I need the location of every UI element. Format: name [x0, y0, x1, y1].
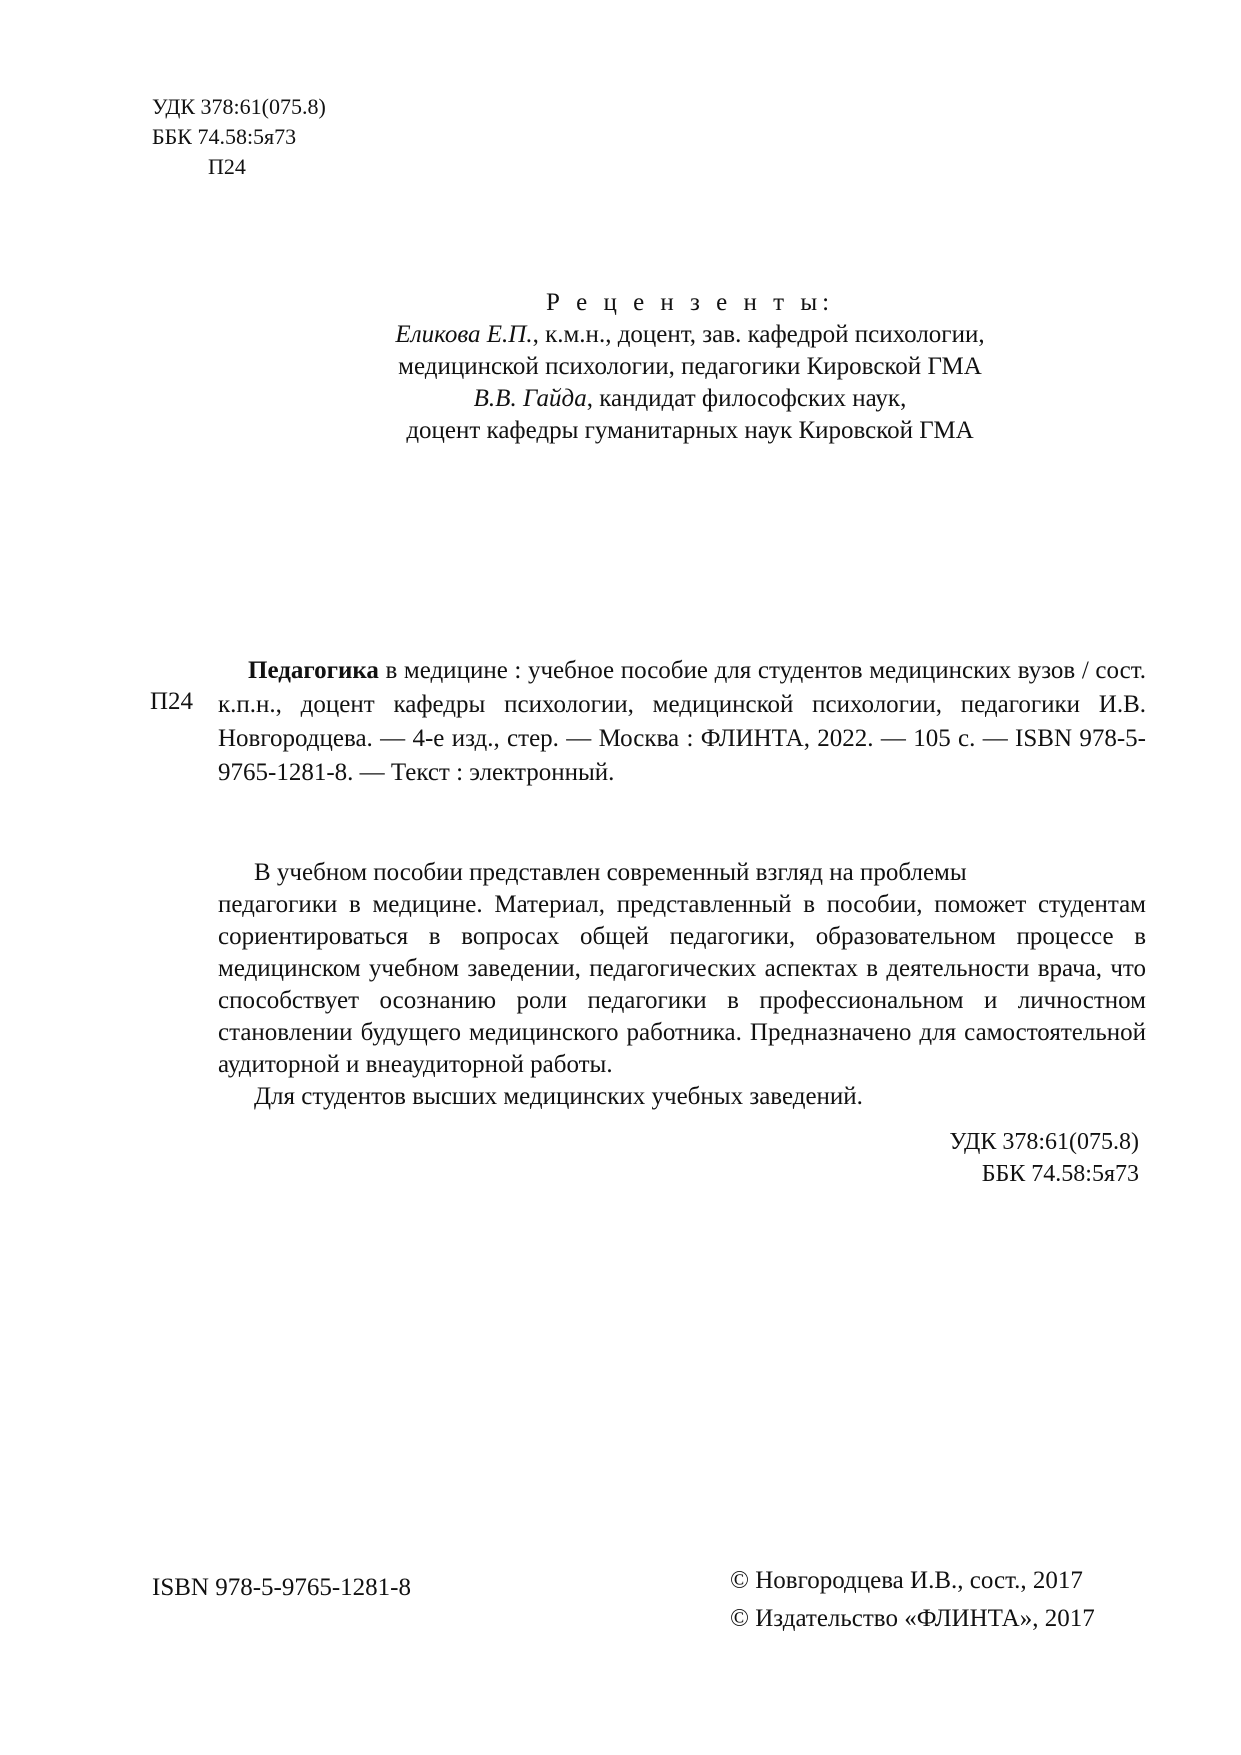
reviewer-2-name: В.В. Гайда	[473, 385, 587, 412]
copyright-author: © Новгородцева И.В., сост., 2017	[730, 1567, 1083, 1594]
isbn: ISBN 978-5-9765-1281-8	[152, 1574, 412, 1601]
reviewer-2-line-1	[300, 383, 1080, 415]
annotation-line-1: В учебном пособии представлен современный взгляд на проблемы	[254, 859, 967, 886]
udk-code: УДК 378:61(075.8)	[152, 94, 326, 119]
entry-title: Педагогика	[248, 657, 379, 684]
reviewer-1-name: Еликова Е.П.	[395, 321, 533, 348]
reviewers-heading: Р е ц е н з е н т ы:	[545, 289, 835, 316]
author-code: П24	[208, 154, 246, 179]
entry-author-code: П24	[150, 688, 194, 715]
entry-description: в медицине : учебное пособие для студентов медицинских вузов / сост. к.п.н., доцент кафедры психологии, медицинской психологии, педагогики И.В. Новгородцева. — 4-е изд., стер. — Москва : ФЛИНТА, 2022. — 105 с. — ISBN 978-5-9765-1281-8. — Текст : электронный.	[218, 657, 1146, 786]
annotation-audience: Для студентов высших медицинских учебных заведений.	[254, 1083, 863, 1110]
classification-top	[152, 92, 326, 182]
reviewer-1-credentials: , к.м.н., доцент, зав. кафедрой психологии,	[532, 321, 985, 348]
udk-code-bottom: УДК 378:61(075.8)	[949, 1129, 1139, 1155]
reviewer-1-line-2: медицинской психологии, педагогики Кировской ГМА	[398, 353, 982, 380]
reviewers-block	[300, 287, 1080, 447]
bbk-code-bottom: ББК 74.58:5я73	[981, 1161, 1139, 1187]
copyright-block	[730, 1562, 1095, 1638]
reviewer-2-line-2: доцент кафедры гуманитарных наук Кировской ГМА	[406, 417, 974, 444]
reviewer-1-line-1	[300, 319, 1080, 351]
annotation	[218, 857, 1146, 1113]
copyright-publisher: © Издательство «ФЛИНТА», 2017	[730, 1605, 1095, 1632]
annotation-body: педагогики в медицине. Материал, представленный в пособии, поможет студентам сориентироваться в вопросах общей педагогики, образовательном процессе в медицинском учебном заведении, педагогических аспектах в деятельности врача, что способствует осознанию роли педагогики в профессиональном и личностном становлении будущего медицинского работника. Предназначено для самостоятельной аудиторной и внеаудиторной работы.	[218, 891, 1146, 1078]
bbk-code: ББК 74.58:5я73	[152, 124, 297, 149]
bibliographic-entry	[218, 654, 1146, 790]
reviewer-2-credentials: , кандидат философских наук,	[586, 385, 907, 412]
classification-bottom	[949, 1126, 1139, 1190]
